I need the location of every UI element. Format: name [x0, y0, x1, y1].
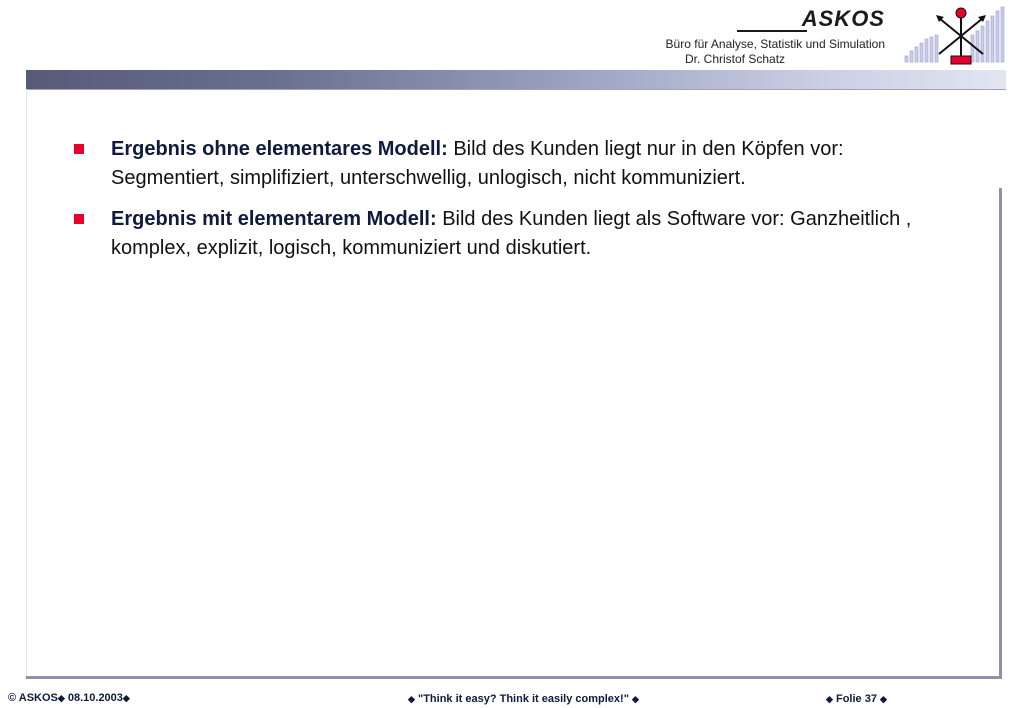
bullet-heading: Ergebnis ohne elementares Modell: — [111, 138, 454, 160]
brand-tagline: Büro für Analyse, Statistik und Simulation — [665, 37, 885, 51]
frame-shadow-bottom — [26, 676, 1002, 679]
footer-slide-number — [826, 693, 887, 705]
brand-name: ASKOS — [801, 6, 885, 31]
frame-edge — [26, 89, 27, 677]
footer-copyright — [8, 692, 130, 704]
brand-person: Dr. Christof Schatz — [685, 52, 786, 66]
brand-block — [665, 6, 885, 66]
slide-content — [70, 135, 950, 275]
slide-number: Folie 37 — [835, 693, 877, 705]
diamond-icon: ◆ — [631, 694, 639, 704]
slide-footer — [0, 690, 1023, 708]
square-bullet-icon — [74, 214, 84, 224]
askos-logo-icon — [903, 4, 1013, 66]
bullet-item — [70, 135, 950, 193]
bullet-item — [70, 205, 950, 263]
title-banner — [26, 70, 1006, 90]
frame-shadow-right — [999, 188, 1002, 678]
brand-underline — [737, 30, 807, 32]
bullet-text: Bild des Kunden liegt nur in den Köpfen vor: Segmentiert, simplifiziert, unterschwellig, unlogisch, nicht kommuniziert. — [111, 138, 844, 189]
square-bullet-icon — [74, 144, 84, 154]
footer-motto — [408, 693, 639, 705]
diamond-icon: ◆ — [122, 693, 130, 703]
diamond-icon: ◆ — [408, 694, 415, 704]
bullet-text: Bild des Kunden liegt als Software vor: Ganzheitlich , komplex, explizit, logisch, kommuniziert und diskutiert. — [111, 208, 912, 259]
slide-header — [0, 0, 1023, 68]
bullet-heading: Ergebnis mit elementarem Modell: — [111, 208, 443, 230]
footer-date: 08.10.2003 — [67, 692, 123, 704]
diamond-icon: ◆ — [880, 694, 887, 704]
footer-motto-text: "Think it easy? Think it easily complex!" — [417, 693, 629, 705]
diamond-icon: ◆ — [57, 693, 65, 703]
diamond-icon: ◆ — [826, 694, 833, 704]
footer-owner: © ASKOS — [8, 692, 58, 704]
